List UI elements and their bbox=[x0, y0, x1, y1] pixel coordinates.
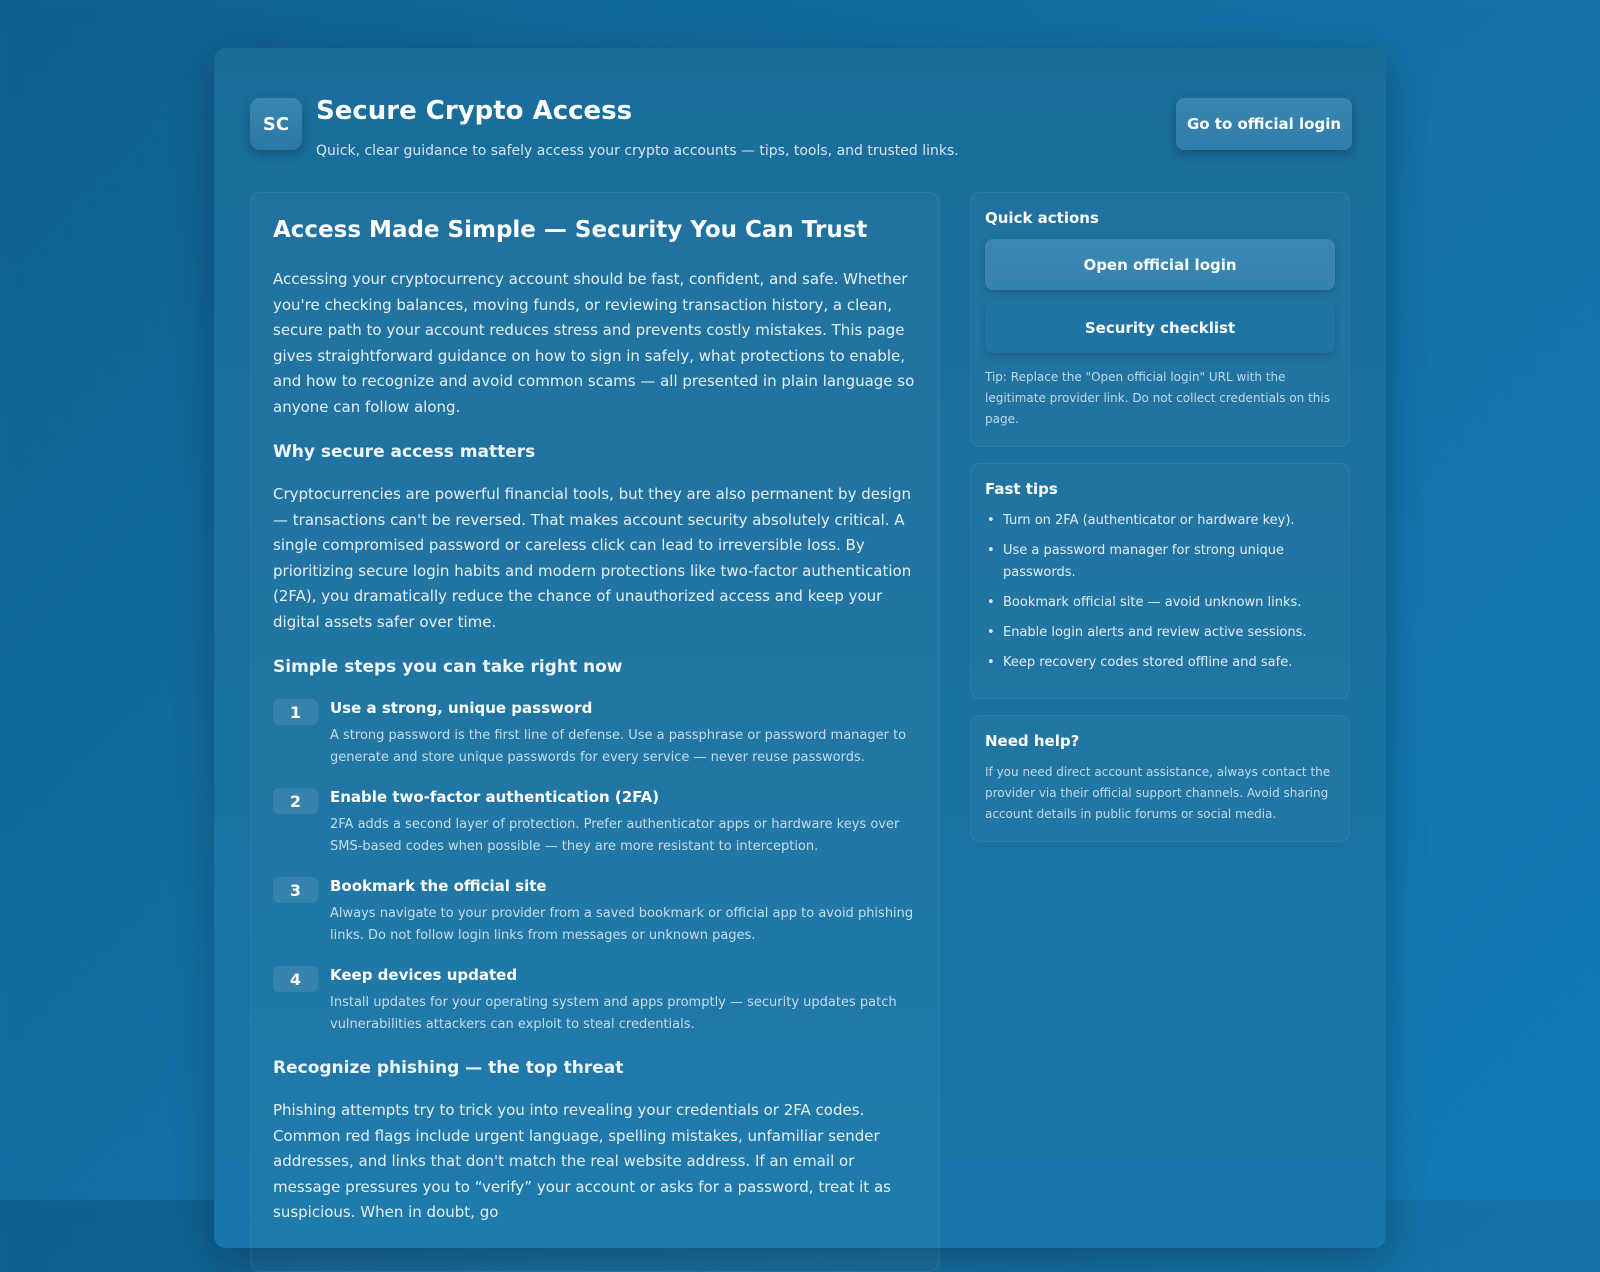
go-to-official-login-button[interactable]: Go to official login bbox=[1176, 98, 1352, 150]
steps-heading: Simple steps you can take right now bbox=[273, 657, 623, 677]
step-title: Use a strong, unique password bbox=[330, 699, 593, 717]
fast-tips-list bbox=[985, 510, 1335, 674]
security-checklist-button[interactable]: Security checklist bbox=[985, 302, 1335, 353]
site-header bbox=[250, 98, 1350, 168]
quick-actions-title: Quick actions bbox=[985, 209, 1099, 227]
tip-item: • Turn on 2FA (authenticator or hardware key). bbox=[985, 510, 1335, 532]
tip-item: • Use a password manager for strong unique passwords. bbox=[985, 540, 1335, 584]
step-description: Install updates for your operating system and apps promptly — security updates patch vulnerabilities attackers can exploit to steal credentials. bbox=[330, 995, 897, 1032]
step-number: 2 bbox=[273, 788, 318, 814]
step-title: Enable two-factor authentication (2FA) bbox=[330, 788, 660, 806]
page-card bbox=[214, 48, 1386, 1248]
step-title: Keep devices updated bbox=[330, 966, 518, 984]
step-item bbox=[273, 697, 917, 769]
fast-tips-title: Fast tips bbox=[985, 480, 1058, 498]
step-number: 1 bbox=[273, 699, 318, 725]
main-content bbox=[250, 192, 940, 1272]
step-item bbox=[273, 786, 917, 858]
intro-paragraph: Accessing your cryptocurrency account should be fast, confident, and safe. Whether you're checking balances, moving funds, or reviewing transaction history, a clean, secure path to your account reduces stress and prevents costly mistakes. This page gives straightforward guidance on how to sign in safely, what protections to enable, and how to recognize and avoid common scams — all presented in plain language so anyone can follow along. bbox=[273, 270, 915, 416]
step-description: Always navigate to your provider from a saved bookmark or official app to avoid phishing links. Do not follow login links from messages or unknown pages. bbox=[330, 906, 914, 943]
why-paragraph: Cryptocurrencies are powerful financial tools, but they are also permanent by design — transactions can't be reversed. That makes account security absolutely critical. A single compromised password or careless click can lead to irreversible loss. By prioritizing secure login habits and modern protections like two-factor authentication (2FA), you dramatically reduce the chance of unauthorized access and keep your digital assets safer over time. bbox=[273, 485, 912, 631]
tip-item: • Enable login alerts and review active sessions. bbox=[985, 622, 1335, 644]
page-title: Secure Crypto Access bbox=[316, 96, 633, 126]
step-item bbox=[273, 875, 917, 947]
step-item bbox=[273, 964, 917, 1036]
page-subtitle: Quick, clear guidance to safely access your crypto accounts — tips, tools, and trusted links. bbox=[316, 143, 959, 159]
why-heading: Why secure access matters bbox=[273, 442, 536, 462]
step-number: 4 bbox=[273, 966, 318, 992]
fast-tips-panel bbox=[970, 463, 1350, 699]
step-description: A strong password is the first line of defense. Use a passphrase or password manager to generate and store unique passwords for every service — never reuse passwords. bbox=[330, 728, 907, 765]
phishing-heading: Recognize phishing — the top threat bbox=[273, 1058, 624, 1078]
need-help-panel bbox=[970, 715, 1350, 842]
need-help-text: If you need direct account assistance, always contact the provider via their official support channels. Avoid sharing account details in public forums or social media. bbox=[985, 765, 1331, 821]
main-heading: Access Made Simple — Security You Can Trust bbox=[273, 217, 868, 243]
step-title: Bookmark the official site bbox=[330, 877, 547, 895]
tip-item: • Keep recovery codes stored offline and safe. bbox=[985, 652, 1335, 674]
phishing-paragraph: Phishing attempts try to trick you into revealing your credentials or 2FA codes. Common red flags include urgent language, spelling mistakes, unfamiliar sender addresses, and links that don't match the real website address. If an email or message pressures you to “verify” your account or asks for a password, treat it as suspicious. When in doubt, go bbox=[273, 1101, 891, 1221]
need-help-title: Need help? bbox=[985, 732, 1080, 750]
step-description: 2FA adds a second layer of protection. Prefer authenticator apps or hardware keys over SMS-based codes when possible — they are more resistant to interception. bbox=[330, 817, 900, 854]
tip-item: • Bookmark official site — avoid unknown links. bbox=[985, 592, 1335, 614]
sidebar bbox=[970, 192, 1350, 858]
step-number: 3 bbox=[273, 877, 318, 903]
quick-actions-tip: Tip: Replace the "Open official login" URL with the legitimate provider link. Do not collect credentials on this page. bbox=[985, 370, 1330, 426]
brand-logo: SC bbox=[250, 98, 302, 150]
steps-list bbox=[273, 697, 917, 1036]
open-official-login-button[interactable]: Open official login bbox=[985, 239, 1335, 290]
quick-actions-panel bbox=[970, 192, 1350, 447]
